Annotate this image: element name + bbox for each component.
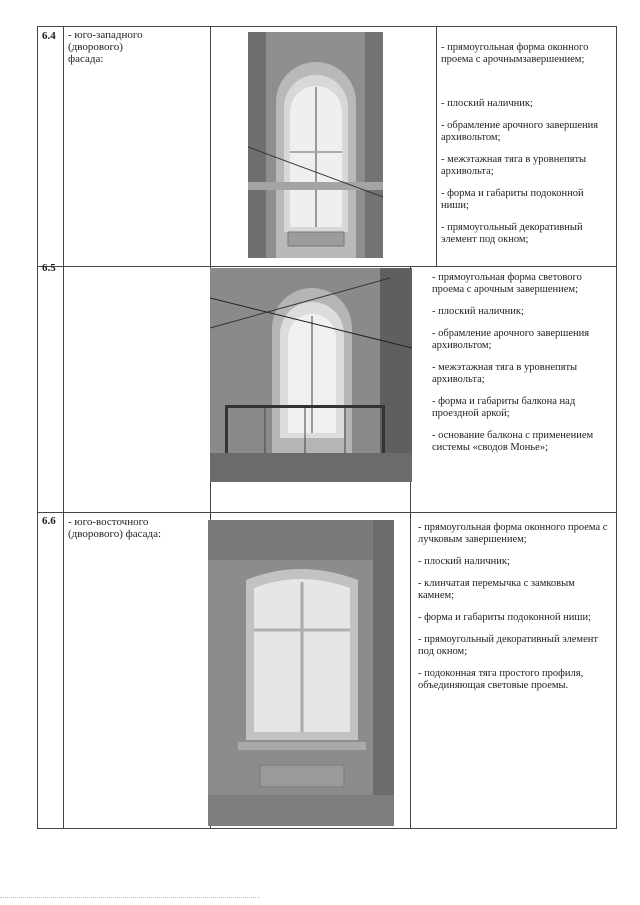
window-photo-arched bbox=[248, 32, 383, 258]
row-number: 6.6 bbox=[42, 515, 56, 527]
table-border-right bbox=[616, 26, 617, 829]
feature-item: - прямоугольный декоративный элемент под окном; bbox=[418, 634, 598, 657]
window-photo-balcony bbox=[210, 268, 412, 482]
feature-item: - основание балкона с применением системы «сводов Монье»; bbox=[432, 430, 594, 453]
feature-item: - форма и габариты балкона над проездной аркой; bbox=[432, 396, 576, 419]
feature-item: - плоский наличник; bbox=[418, 556, 510, 567]
feature-item: - прямоугольная форма оконного проема с лучковым завершением; bbox=[418, 522, 608, 545]
facade-label: - юго-западного (дворового) фасада: bbox=[68, 29, 143, 65]
facade-label: - юго-восточного (дворового) фасада: bbox=[68, 516, 162, 540]
feature-item: - плоский наличник; bbox=[441, 98, 533, 109]
features-list bbox=[432, 272, 612, 454]
window-photo-segmental bbox=[208, 520, 394, 826]
footer-rule bbox=[0, 897, 260, 898]
row-divider-6-6 bbox=[37, 512, 617, 513]
feature-item: - межэтажная тяга в уровнепяты архивольта; bbox=[441, 154, 587, 177]
table-divider-photo-top bbox=[436, 26, 437, 266]
feature-item: - прямоугольный декоративный элемент под окном; bbox=[441, 222, 583, 245]
features-list bbox=[418, 522, 608, 692]
feature-item: - обрамление арочного завершения архивольтом; bbox=[432, 328, 590, 351]
row-number: 6.4 bbox=[42, 30, 56, 42]
features-list bbox=[441, 42, 611, 246]
row-number: 6.5 bbox=[42, 262, 56, 274]
feature-item: - форма и габариты подоконной ниши; bbox=[441, 188, 584, 211]
row-divider-6-5 bbox=[37, 266, 617, 267]
feature-item: - плоский наличник; bbox=[432, 306, 524, 317]
table-border-top bbox=[37, 26, 617, 27]
feature-item: - прямоугольная форма светового проема с арочным завершением; bbox=[432, 272, 582, 295]
feature-item: - прямоугольная форма оконного проема с арочнымзавершением; bbox=[441, 42, 589, 65]
feature-item: - межэтажная тяга в уровнепяты архивольта; bbox=[432, 362, 578, 385]
table-border-left bbox=[37, 26, 38, 829]
table-border-bottom bbox=[37, 828, 617, 829]
feature-item: - клинчатая перемычка с замковым камнем; bbox=[418, 578, 575, 601]
feature-item: - форма и габариты подоконной ниши; bbox=[418, 612, 592, 623]
feature-item: - подоконная тяга простого профиля, объединяющая световые проемы. bbox=[418, 668, 584, 691]
feature-item: - обрамление арочного завершения архивольтом; bbox=[441, 120, 599, 143]
table-divider-number bbox=[63, 26, 64, 829]
